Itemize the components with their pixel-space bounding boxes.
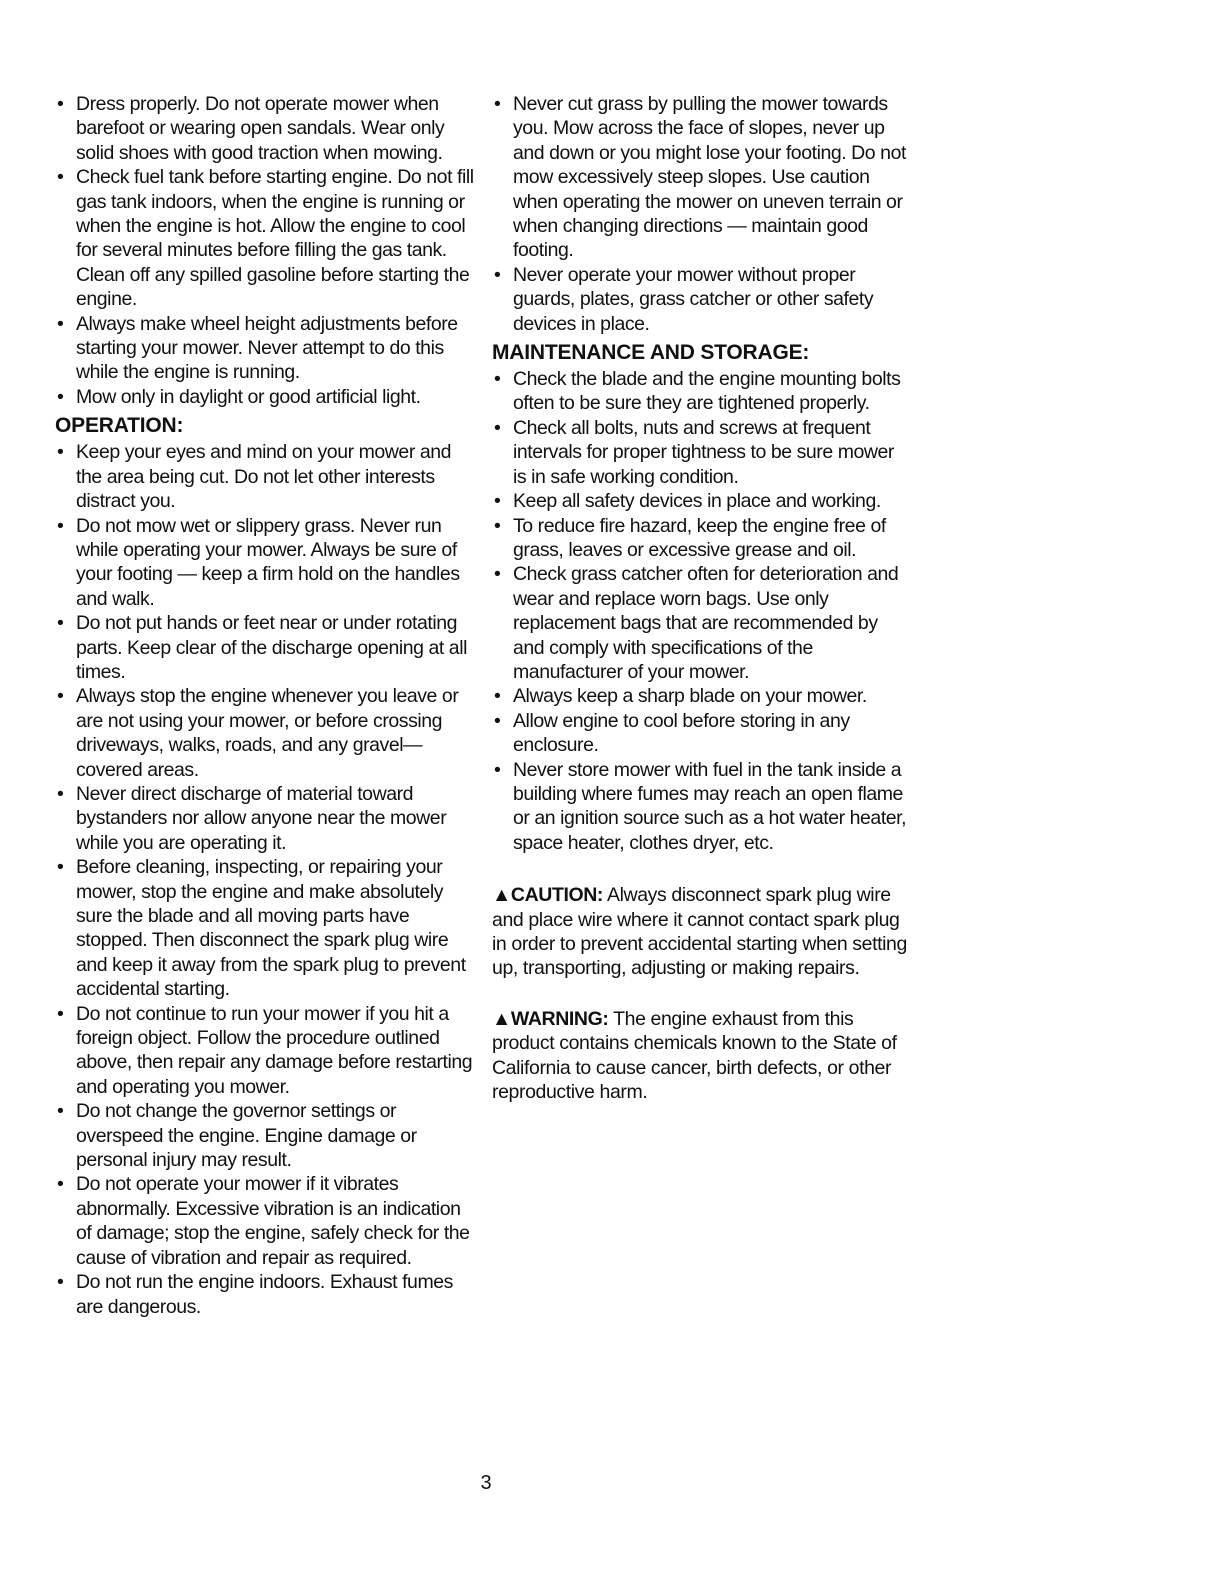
list-item: • Keep your eyes and mind on your mower and the area being cut. Do not let other interests distract you. — [55, 440, 475, 513]
warning-text: The engine exhaust from this product contains chemicals known to the State of California to cause cancer, birth defects, or other reproductive harm. — [492, 1007, 897, 1104]
list-item: • Dress properly. Do not operate mower when barefoot or wearing open sandals. Wear only solid shoes with good traction when mowing. — [55, 92, 475, 165]
list-item: • Check all bolts, nuts and screws at frequent intervals for proper tightness to be sure mower is in safe working condition. — [492, 416, 912, 489]
list-item: • Do not mow wet or slippery grass. Never run while operating your mower. Always be sure of your footing — keep a firm hold on the handles and walk. — [55, 514, 475, 612]
list-item: • Never operate your mower without proper guards, plates, grass catcher or other safety devices in place. — [492, 263, 912, 336]
list-item: • Do not operate your mower if it vibrates abnormally. Excessive vibration is an indication of damage; stop the engine, safely check for the cause of vibration and repair as required. — [55, 1172, 475, 1270]
operation-heading: OPERATION: — [55, 414, 184, 438]
list-item: • Before cleaning, inspecting, or repairing your mower, stop the engine and make absolutely sure the blade and all moving parts have stopped. Then disconnect the spark plug wire and keep it away from the spark plug to prevent accidental starting. — [55, 855, 475, 1001]
right-column — [492, 92, 912, 1104]
safety-intro-list — [55, 92, 475, 409]
list-item: • Keep all safety devices in place and working. — [492, 489, 912, 513]
page-number: 3 — [480, 1472, 492, 1494]
list-item: • Do not run the engine indoors. Exhaust fumes are dangerous. — [55, 1270, 475, 1319]
list-item: • Check fuel tank before starting engine. Do not fill gas tank indoors, when the engine is running or when the engine is hot. Allow the engine to cool for several minutes before filling the gas tank. Clean off any spilled gasoline before starting the engine. — [55, 165, 475, 311]
list-item: • Mow only in daylight or good artificial light. — [55, 385, 475, 409]
warning-triangle-icon: ▲ — [492, 884, 511, 907]
list-item: • Do not continue to run your mower if you hit a foreign object. Follow the procedure outlined above, then repair any damage before restarting and operating you mower. — [55, 1002, 475, 1100]
list-item: • Allow engine to cool before storing in any enclosure. — [492, 709, 912, 758]
list-item: • Do not change the governor settings or overspeed the engine. Engine damage or personal injury may result. — [55, 1099, 475, 1172]
caution-notice — [492, 883, 912, 981]
list-item: • Check grass catcher often for deterioration and wear and replace worn bags. Use only replacement bags that are recommended by and comply with specifications of the manufacturer of your mower. — [492, 562, 912, 684]
left-column — [55, 92, 475, 1319]
list-item: • Always keep a sharp blade on your mower. — [492, 684, 912, 708]
list-item: • Never direct discharge of material toward bystanders nor allow anyone near the mower while you are operating it. — [55, 782, 475, 855]
caution-label: ▲CAUTION: — [492, 884, 604, 907]
maintenance-storage-heading: MAINTENANCE AND STORAGE: — [492, 341, 810, 365]
list-item: • Never store mower with fuel in the tank inside a building where fumes may reach an open flame or an ignition source such as a hot water heater, space heater, clothes dryer, etc. — [492, 758, 912, 856]
warning-triangle-icon: ▲ — [492, 1007, 511, 1030]
list-item: • Check the blade and the engine mounting bolts often to be sure they are tightened properly. — [492, 367, 912, 416]
list-item: • Always stop the engine whenever you leave or are not using your mower, or before crossing driveways, walks, roads, and any gravel—covered areas. — [55, 684, 475, 782]
list-item: • Do not put hands or feet near or under rotating parts. Keep clear of the discharge opening at all times. — [55, 611, 475, 684]
list-item: • Always make wheel height adjustments before starting your mower. Never attempt to do this while the engine is running. — [55, 312, 475, 385]
slope-safety-list — [492, 92, 912, 336]
maintenance-list — [492, 367, 912, 855]
operation-list — [55, 440, 475, 1319]
warning-label: ▲WARNING: — [492, 1007, 609, 1030]
caution-text: Always disconnect spark plug wire and place wire where it cannot contact spark plug in order to prevent accidental starting when setting up, transporting, adjusting or making repairs. — [492, 884, 907, 980]
warning-notice — [492, 1007, 912, 1105]
list-item: • Never cut grass by pulling the mower towards you. Mow across the face of slopes, never up and down or you might lose your footing. Do not mow excessively steep slopes. Use caution when operating the mower on uneven terrain or when changing directions — maintain good footing. — [492, 92, 912, 263]
list-item: • To reduce fire hazard, keep the engine free of grass, leaves or excessive grease and oil. — [492, 514, 912, 563]
